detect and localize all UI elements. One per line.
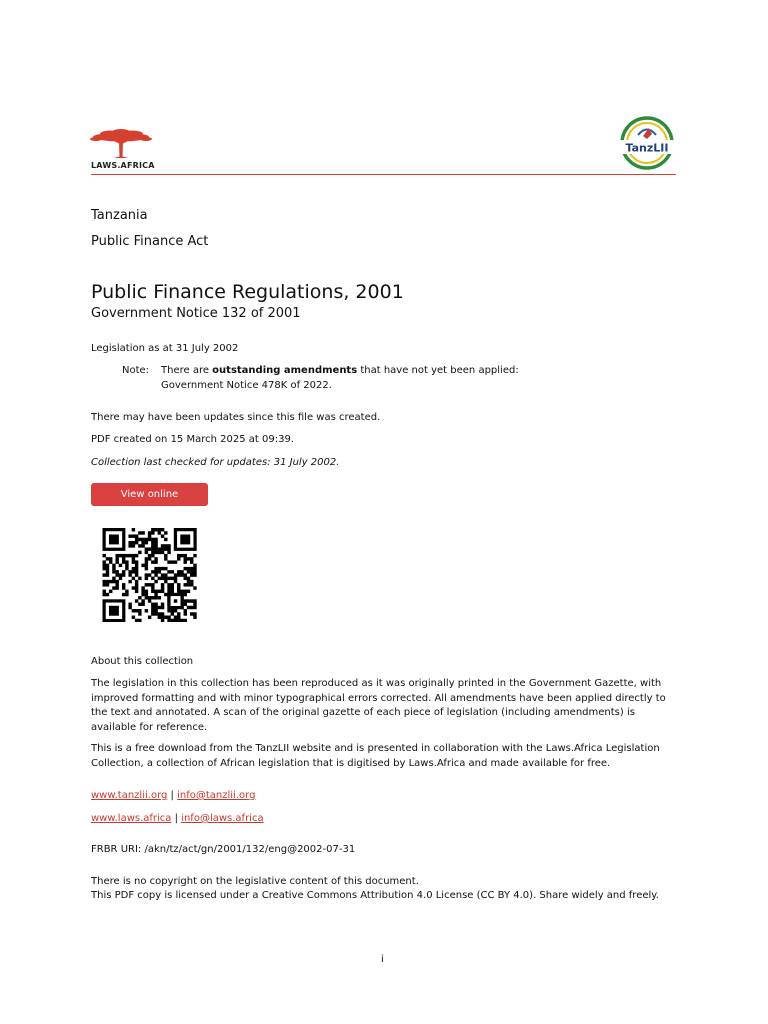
qr-code-icon[interactable] [100,528,199,622]
tanzlii-links [91,789,255,804]
frbr-uri: FRBR URI: /akn/tz/act/gn/2001/132/eng@2002-07-31 [91,844,356,855]
country-label: Tanzania [91,208,148,223]
tanzlii-logo-text: TanzLII [625,141,669,155]
parent-act-label: Public Finance Act [91,234,209,249]
tanzlii-logo-icon [616,114,678,172]
copyright-line-1: There is no copyright on the legislative content of this document. [91,876,419,887]
updates-notice: There may have been updates since this file was created. [91,412,381,423]
tanzlii-website-link[interactable]: www.tanzlii.org [91,790,168,801]
copyright-line-2: This PDF copy is licensed under a Creative Commons Attribution 4.0 License (CC BY 4.0). Share widely and freely. [91,890,659,901]
collection-checked: Collection last checked for updates: 31 July 2002. [91,457,340,468]
note-body [161,364,581,393]
lawsafrica-email-link[interactable]: info@laws.africa [181,813,264,824]
note-bold: outstanding amendments [212,365,358,376]
laws-africa-logo-text: LAWS.AFRICA [91,161,155,170]
note-line2: Government Notice 478K of 2022. [161,379,332,391]
about-heading: About this collection [91,656,194,667]
tanzlii-email-link[interactable]: info@tanzlii.org [177,790,256,801]
about-paragraph-2: This is a free download from the TanzLII website and is presented in collaboration with the Laws.Africa Legislation Collection, a collection of African legislation that is digitised by Laws.Africa and made available for free. [91,743,660,769]
document-subtitle: Government Notice 132 of 2001 [91,306,301,321]
note-suffix: that have not yet been applied: [357,365,519,376]
lawsafrica-links [91,812,264,827]
about-paragraph-1: The legislation in this collection has been reproduced as it was originally printed in the Government Gazette, with improved formatting and with minor typographical errors corrected. All amendments have been applied directly to the text and annotated. A scan of the original gazette of each piece of legislation (including amendments) is available for reference. [91,678,666,733]
link-separator: | [170,790,174,801]
legislation-as-at: Legislation as at 31 July 2002 [91,343,239,354]
page-number: i [381,954,384,965]
note-label: Note: [122,365,150,376]
note-prefix: There are [161,365,213,376]
document-title: Public Finance Regulations, 2001 [91,281,404,303]
lawsafrica-website-link[interactable]: www.laws.africa [91,813,172,824]
header-divider [91,174,676,175]
link-separator: | [174,813,178,824]
pdf-created: PDF created on 15 March 2025 at 09:39. [91,434,294,445]
view-online-button[interactable]: View online [91,483,208,506]
